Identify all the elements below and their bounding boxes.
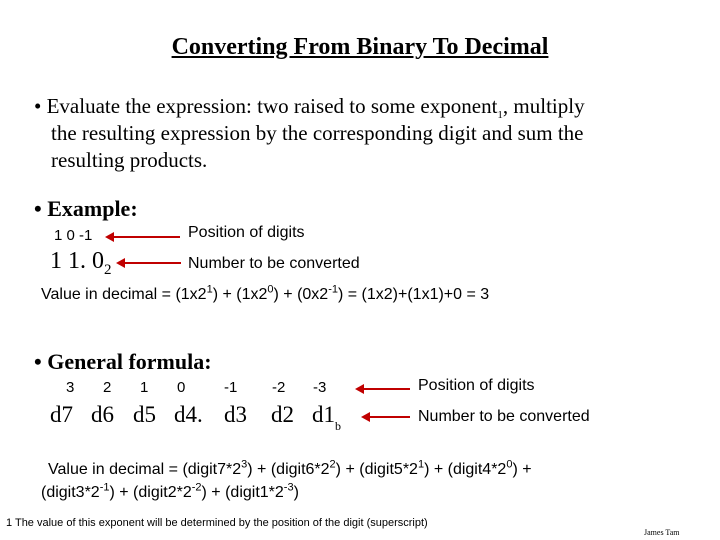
formula-1a: Value in decimal = (digit7*2: [48, 461, 242, 478]
example-label-number: Number to be converted: [188, 255, 360, 272]
general-digit: d7: [50, 402, 73, 427]
value-exp-3: -1: [328, 283, 338, 296]
general-position: 0: [177, 379, 186, 396]
value-text-1: Value in decimal = (1x2: [41, 286, 207, 303]
example-value-line: [41, 283, 490, 304]
formula-line-2: [41, 481, 299, 502]
footnote: 1 The value of this exponent will be determined by the position of the digit (superscript): [6, 517, 428, 529]
intro-text-1a: Evaluate the expression: two raised to some exponent: [46, 94, 498, 118]
formula-1e: ) +: [512, 461, 532, 478]
value-exp-1: 1: [206, 283, 213, 296]
formula-1-exp4: 0: [506, 458, 513, 471]
general-position: 1: [140, 379, 149, 396]
example-number-base: 2: [104, 262, 112, 278]
example-positions: 1 0 -1: [54, 227, 93, 244]
general-label-number: Number to be converted: [418, 408, 590, 425]
formula-1-exp1: 3: [241, 458, 248, 471]
general-digit: d2: [271, 402, 294, 427]
formula-2b: ) + (digit2*2: [109, 484, 192, 501]
value-text-4: ) = (1x2)+(1x1)+0 = 3: [337, 286, 490, 303]
value-text-2: ) + (1x2: [212, 286, 268, 303]
arrow-general-number-line: [368, 416, 410, 418]
intro-line2: the resulting expression by the corresponding digit and sum the: [51, 121, 584, 145]
general-base-sub: b: [335, 419, 341, 433]
general-position: -3: [313, 379, 327, 396]
formula-2d: ): [293, 484, 299, 501]
arrow-number-line: [123, 262, 181, 264]
arrow-number-head: [116, 258, 125, 268]
formula-2-exp2: -2: [191, 481, 202, 494]
arrow-general-positions-line: [362, 388, 410, 390]
general-position: 2: [103, 379, 112, 396]
formula-1-exp3: 1: [417, 458, 425, 471]
formula-2-exp3: -3: [283, 481, 294, 494]
formula-1b: ) + (digit6*2: [247, 461, 330, 478]
intro-bullet-line1: [34, 93, 585, 120]
formula-line-1: [48, 458, 532, 479]
arrow-positions-head: [105, 232, 114, 242]
general-digit: d4.: [174, 402, 203, 427]
example-number-main: 1 1. 0: [50, 248, 104, 274]
intro-text-1b: , multiply: [502, 94, 585, 118]
value-text-3: ) + (0x2: [273, 286, 329, 303]
example-number: [50, 248, 112, 278]
formula-2c: ) + (digit1*2: [201, 484, 284, 501]
bullet: •: [34, 94, 42, 118]
formula-1c: ) + (digit5*2: [335, 461, 418, 478]
page-title: Converting From Binary To Decimal: [171, 34, 549, 60]
general-position: 3: [66, 379, 75, 396]
author-signature: James Tam: [644, 528, 680, 537]
footnote-ref: 1: [497, 109, 503, 122]
general-digit: d6: [91, 402, 114, 427]
formula-2a: (digit3*2: [41, 484, 100, 501]
value-exp-2: 0: [267, 283, 274, 296]
formula-1d: ) + (digit4*2: [424, 461, 507, 478]
formula-1-exp2: 2: [329, 458, 336, 471]
general-digit: [312, 402, 341, 433]
intro-line3: resulting products.: [51, 148, 208, 172]
arrow-positions-line: [112, 236, 180, 238]
general-position: -1: [224, 379, 238, 396]
arrow-general-number-head: [361, 412, 370, 422]
general-position: -2: [272, 379, 286, 396]
arrow-general-positions-head: [355, 384, 364, 394]
formula-2-exp1: -1: [99, 481, 110, 494]
example-heading: • Example:: [34, 196, 138, 221]
example-label-positions: Position of digits: [188, 224, 305, 241]
general-digit: d5: [133, 402, 156, 427]
general-digit-last: d1: [312, 402, 335, 427]
general-digit: d3: [224, 402, 247, 427]
general-heading: • General formula:: [34, 349, 212, 374]
general-label-positions: Position of digits: [418, 377, 535, 394]
